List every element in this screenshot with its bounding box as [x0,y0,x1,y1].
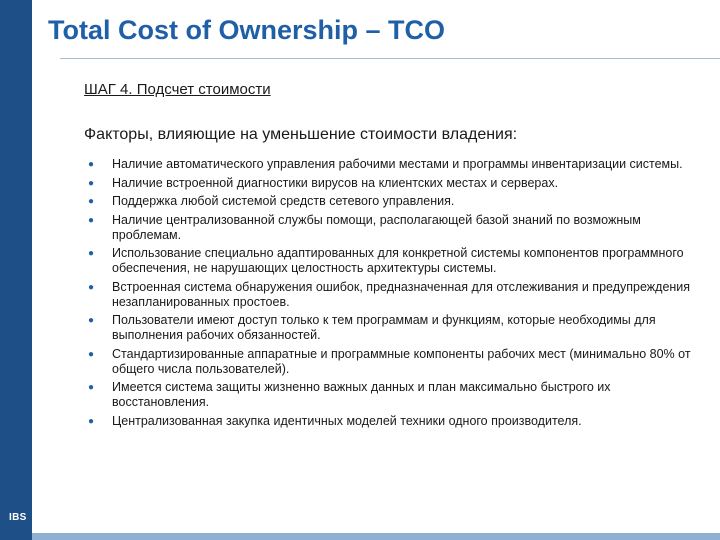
list-item-text: Централизованная закупка идентичных моделей техники одного производителя. [112,413,582,428]
list-item [88,194,700,209]
list-item-text: Стандартизированные аппаратные и программные компоненты рабочих мест (минимально 80% от общего числа пользователей). [112,346,691,376]
bullet-icon: ● [88,177,95,189]
factors-list [88,157,700,432]
bullet-icon: ● [88,159,95,170]
list-item [88,213,700,243]
title-divider [60,58,720,59]
bullet-icon: ● [88,415,95,427]
step-heading: ШАГ 4. Подсчет стоимости [84,81,271,98]
list-item-text: Наличие централизованной службы помощи, располагающей базой знаний по возможным проблемам. [112,212,641,242]
bottom-rule [32,533,720,540]
list-item [88,313,700,343]
list-item-text: Наличие встроенной диагностики вирусов на клиентских местах и серверах. [112,175,559,190]
list-item [88,246,700,276]
list-item-text: Встроенная система обнаружения ошибок, предназначенная для отслеживания и предупреждения незапланированных простоев. [112,279,691,309]
left-brand-bar [0,0,32,540]
list-item [88,176,700,191]
list-item-text: Поддержка любой системой средств сетевого управления. [112,194,455,208]
bullet-icon: ● [88,248,95,259]
slide-title: Total Cost of Ownership – TCO [48,15,446,45]
bullet-icon: ● [88,348,95,360]
list-item-text: Пользователи имеют доступ только к тем программам и функциям, которые необходимы для выполнения рабочих обязанностей. [112,313,656,342]
factors-subtitle: Факторы, влияющие на уменьшение стоимости владения: [84,126,518,143]
bullet-icon: ● [88,196,95,207]
ibs-logo: IBS [9,512,27,523]
bullet-icon: ● [88,281,95,293]
list-item [88,347,700,377]
list-item-text: Использование специально адаптированных для конкретной системы компонентов программного обеспечения, не нарушающих целостность архитектуры системы. [112,246,684,275]
list-item-text: Наличие автоматического управления рабочими местами и программы инвентаризации системы. [112,157,683,171]
list-item [88,280,700,310]
list-item-text: Имеется система защиты жизненно важных данных и план максимально быстрого их восстановления. [112,380,611,409]
bullet-icon: ● [88,214,95,226]
list-item [88,414,700,429]
list-item [88,157,700,172]
list-item [88,380,700,410]
bullet-icon: ● [88,315,95,326]
bullet-icon: ● [88,382,95,393]
